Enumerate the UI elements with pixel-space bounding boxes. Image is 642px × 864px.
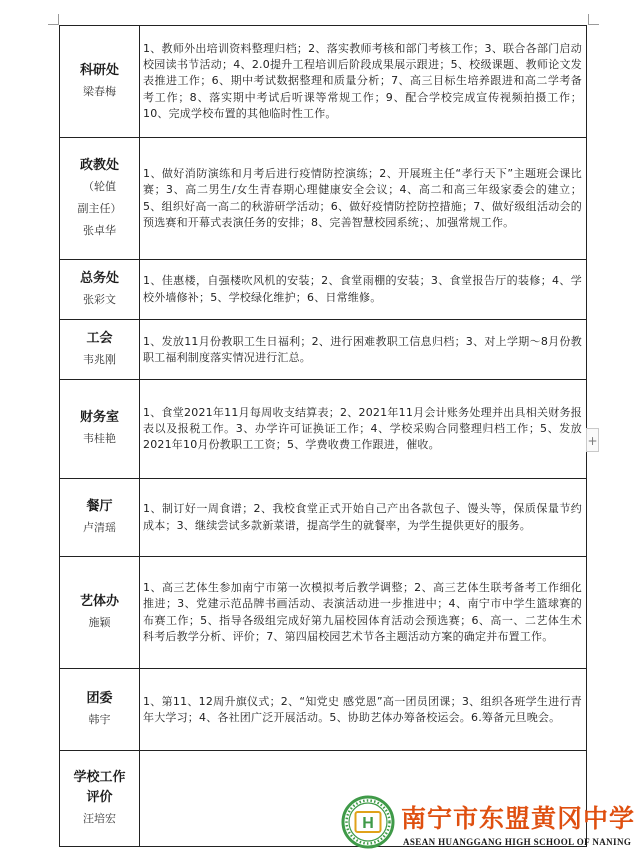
school-seal-icon — [341, 795, 395, 849]
dept-name: 科研处 — [79, 62, 119, 78]
table-row — [60, 260, 587, 320]
school-name-cn: 南宁市东盟黄冈中学 — [401, 804, 636, 833]
table-row — [60, 320, 587, 380]
table-row — [60, 669, 587, 751]
content-cell[interactable]: 1、第11、12周升旗仪式；2、“知党史 感党恩”高一团员团课；3、组织各班学生进行青年大学习；4、各社团广泛开展活动。5、协助艺体办筹备校运会。6.筹备元旦晚会。 — [140, 669, 587, 751]
dept-cell — [60, 751, 140, 847]
dept-name: 工会 — [86, 330, 113, 346]
dept-cell — [60, 260, 140, 320]
dept-cell — [60, 669, 140, 751]
table-row — [60, 380, 587, 479]
table-row — [60, 479, 587, 557]
dept-person: 副主任） — [77, 201, 122, 215]
dept-cell — [60, 479, 140, 557]
dept-name: 团委 — [86, 690, 113, 706]
corner-mark-top-right — [588, 14, 599, 25]
content-cell[interactable]: 1、发放11月份教职工生日福利；2、进行困难教职工信息归档；3、对上学期～8月份教职工福利制度落实情况进行汇总。 — [140, 320, 587, 380]
dept-person: 张彩文 — [83, 292, 116, 306]
table-row — [60, 138, 587, 260]
dept-person: 梁春梅 — [83, 84, 116, 98]
dept-name: 艺体办 — [79, 593, 119, 609]
dept-name: 餐厅 — [86, 498, 113, 514]
dept-cell — [60, 380, 140, 479]
dept-person: 韦桂艳 — [83, 432, 116, 445]
dept-name: 财务室 — [79, 410, 119, 425]
dept-person: 韩宇 — [88, 712, 111, 726]
dept-name: 政教处 — [79, 157, 119, 173]
add-row-button[interactable]: + — [586, 428, 599, 452]
content-cell[interactable]: 1、教师外出培训资料整理归档；2、落实教师考核和部门考核工作；3、联合各部门启动校园读书节活动；4、2.0提升工程培训后阶段成果展示跟进；5、校级课题、教师论文发表推进工作；6、期中考试数据整理和质量分析；7、高三目标生培养跟进和高二学考备考工作；8、落实期中考试后听课等常规工作；9、配合学校完成宣传视频拍摄工作；10、完成学校布置的其他临时性工作。 — [140, 26, 587, 138]
dept-cell — [60, 26, 140, 138]
work-plan-table — [59, 25, 587, 847]
dept-person: 韦兆刚 — [83, 352, 116, 366]
dept-person: 汪培宏 — [83, 811, 116, 825]
dept-cell — [60, 557, 140, 669]
seal-letter: H — [362, 815, 374, 832]
corner-mark-top-left — [48, 14, 59, 25]
dept-name: 评价 — [86, 789, 113, 805]
content-cell[interactable]: 1、做好消防演练和月考后进行疫情防控演练；2、开展班主任“孝行天下”主题班会课比赛；3、高二男生/女生青春期心理健康安全会议；4、高二和高三年级家委会的建立；5、组织好高一高二的秋游研学活动；6、做好疫情防控防控措施；7、做好级组活动会的预选赛和开幕式表演任务的安排；8、完善智慧校园系统；、加强常规工作。 — [140, 138, 587, 260]
content-cell[interactable]: 1、佳惠楼，自强楼吹风机的安装；2、食堂雨棚的安装；3、食堂报告厅的装修；4、学校外墙修补；5、学校绿化维护；6、日常维修。 — [140, 260, 587, 320]
dept-cell — [60, 138, 140, 260]
content-cell[interactable]: 1、高三艺体生参加南宁市第一次模拟考后教学调整；2、高三艺体生联考备考工作细化推进；3、党建示范品牌书画活动、表演活动进一步推进中；4、南宁市中学生篮球赛的布赛工作；5、指导各级组完成好第九届校园体育活动会预选赛；6、高一、二艺体生术科考后教学分析、评价；7、第四届校园艺术节各主题活动方案的确定并布置工作。 — [140, 557, 587, 669]
content-cell[interactable]: 1、食堂2021年11月每周收支结算表；2、2021年11月会计账务处理并出具相关财务报表以及报税工作。3、办学许可证换证工作；4、学校采购合同整理归档工作；5、发放2021年10月份教职工工资；5、学费收费工作跟进，催收。 — [140, 380, 587, 479]
dept-person: （轮值 — [83, 179, 116, 193]
dept-cell — [60, 320, 140, 380]
school-logo — [333, 793, 636, 863]
dept-name: 学校工作 — [73, 769, 126, 785]
dept-person: 张卓华 — [83, 223, 116, 237]
dept-person: 卢清瑶 — [83, 520, 116, 534]
dept-person: 施颖 — [88, 615, 111, 629]
content-cell[interactable]: 1、制订好一周食谱；2、我校食堂正式开始自己产出各款包子、馒头等，保质保量节约成本；3、继续尝试多款新菜谱，提高学生的就餐率，为学生提供更好的服务。 — [140, 479, 587, 557]
school-name-en: ASEAN HUANGGANG HIGH SCHOOL OF NANING — [403, 837, 632, 847]
table-row — [60, 557, 587, 669]
table-row — [60, 26, 587, 138]
dept-name: 总务处 — [79, 270, 119, 286]
